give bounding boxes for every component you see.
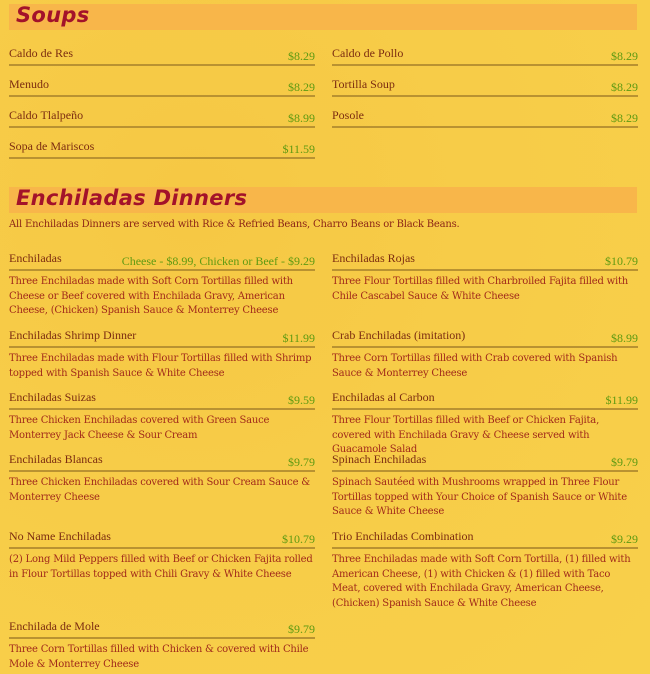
menu-item	[9, 46, 315, 66]
enchiladas-header	[9, 187, 637, 213]
menu-item	[9, 77, 315, 97]
item-name: Caldo de Res	[9, 46, 73, 60]
menu-item-header	[9, 251, 315, 271]
item-price: $9.79	[288, 622, 315, 636]
menu-item-header	[332, 77, 638, 97]
menu-item-header	[332, 529, 638, 549]
item-description: (2) Long Mild Peppers filled with Beef or Chicken Fajita rolled in Flour Tortillas topped with Chili Gravy & White Cheese	[9, 554, 313, 580]
item-price: $8.99	[288, 111, 315, 125]
item-name: Enchiladas Suizas	[9, 390, 96, 404]
menu-item	[332, 46, 638, 66]
item-name: Enchiladas Shrimp Dinner	[9, 328, 137, 342]
menu-item-header	[332, 108, 638, 128]
menu-item	[332, 328, 638, 381]
menu-item	[332, 390, 638, 458]
menu-item	[9, 619, 315, 672]
menu-item	[9, 390, 315, 443]
item-price: $8.29	[611, 111, 638, 125]
menu-item	[332, 251, 638, 304]
menu-item	[9, 529, 315, 582]
menu-item-header	[332, 328, 638, 348]
menu-item-header	[9, 619, 315, 639]
item-price: $10.79	[282, 532, 315, 546]
item-description: Three Enchiladas made with Soft Corn Tortilla, (1) filled with American Cheese, (1) with Chicken & (1) filled with Taco Meat, covered with Enchilada Gravy, American Cheese, (Chicken) Spanish Sauce & White Cheese	[332, 554, 631, 609]
item-name: Sopa de Mariscos	[9, 139, 95, 153]
item-description: Three Enchiladas made with Soft Corn Tortillas filled with Cheese or Beef covered with Enchilada Gravy, American Cheese, (Chicken) Spanish Sauce & Monterrey Cheese	[9, 276, 293, 316]
menu-item-header	[332, 452, 638, 472]
item-description: Three Corn Tortillas filled with Chicken & covered with Chile Mole & Monterrey Cheese	[9, 644, 309, 670]
item-name: Enchiladas Rojas	[332, 251, 415, 265]
item-price: $11.99	[282, 331, 315, 345]
item-price: $9.79	[288, 455, 315, 469]
section-title: Soups	[16, 3, 90, 27]
item-name: Caldo Tlalpeño	[9, 108, 84, 122]
item-description: Spinach Sautéed with Mushrooms wrapped in Three Flour Tortillas topped with Your Choice of Spanish Sauce or White Sauce & White Cheese	[332, 477, 627, 517]
item-name: Tortilla Soup	[332, 77, 395, 91]
item-price: $8.29	[288, 80, 315, 94]
item-name: Enchiladas al Carbon	[332, 390, 435, 404]
menu-item-header	[332, 251, 638, 271]
item-price: $8.99	[611, 331, 638, 345]
menu-item	[9, 328, 315, 381]
menu-item-header	[332, 390, 638, 410]
menu-item	[332, 108, 638, 128]
menu-item-header	[9, 139, 315, 159]
item-name: Caldo de Pollo	[332, 46, 404, 60]
item-description: Three Flour Tortillas filled with Charbroiled Fajita filled with Chile Cascabel Sauce & White Cheese	[332, 276, 629, 302]
menu-item-header	[9, 46, 315, 66]
item-name: Spinach Enchiladas	[332, 452, 427, 466]
menu-item-header	[332, 46, 638, 66]
item-name: Menudo	[9, 77, 49, 91]
item-description: Three Flour Tortillas filled with Beef or Chicken Fajita, covered with Enchilada Gravy & Cheese served with Guacamole Salad	[332, 415, 600, 455]
item-price: Cheese - $8.99, Chicken or Beef - $9.29	[121, 254, 315, 268]
item-price: $10.79	[605, 254, 638, 268]
menu-item	[332, 529, 638, 611]
soups-header	[9, 4, 637, 30]
menu-item	[9, 108, 315, 128]
menu-item	[332, 452, 638, 520]
item-price: $9.59	[288, 393, 315, 407]
menu-item-header	[9, 108, 315, 128]
item-description: Three Corn Tortillas filled with Crab covered with Spanish Sauce & Monterrey Cheese	[332, 353, 618, 379]
item-name: Enchiladas	[9, 251, 62, 265]
item-price: $8.29	[611, 49, 638, 63]
item-price: $11.59	[282, 142, 315, 156]
item-name: Trio Enchiladas Combination	[332, 529, 474, 543]
item-name: Enchiladas Blancas	[9, 452, 103, 466]
item-description: Three Enchiladas made with Flour Tortillas filled with Shrimp topped with Spanish Sauce & White Cheese	[9, 353, 312, 379]
menu-item	[9, 139, 315, 159]
item-name: Posole	[332, 108, 365, 122]
item-name: Crab Enchiladas (imitation)	[332, 328, 466, 342]
item-name: Enchilada de Mole	[9, 619, 100, 633]
item-price: $11.99	[605, 393, 638, 407]
menu-item	[332, 77, 638, 97]
menu-item	[9, 452, 315, 505]
menu-item-header	[9, 452, 315, 472]
menu-item-header	[9, 77, 315, 97]
section-title: Enchiladas Dinners	[16, 186, 248, 210]
item-description: Three Chicken Enchiladas covered with Sour Cream Sauce & Monterrey Cheese	[9, 477, 310, 503]
menu-item-header	[9, 328, 315, 348]
menu-item-header	[9, 529, 315, 549]
item-price: $9.29	[611, 532, 638, 546]
section-intro: All Enchiladas Dinners are served with Rice & Refried Beans, Charro Beans or Black Beans.	[9, 219, 460, 230]
item-price: $9.79	[611, 455, 638, 469]
menu-item	[9, 251, 315, 319]
item-name: No Name Enchiladas	[9, 529, 111, 543]
item-description: Three Chicken Enchiladas covered with Green Sauce Monterrey Jack Cheese & Sour Cream	[9, 415, 270, 441]
item-price: $8.29	[288, 49, 315, 63]
item-price: $8.29	[611, 80, 638, 94]
menu-item-header	[9, 390, 315, 410]
